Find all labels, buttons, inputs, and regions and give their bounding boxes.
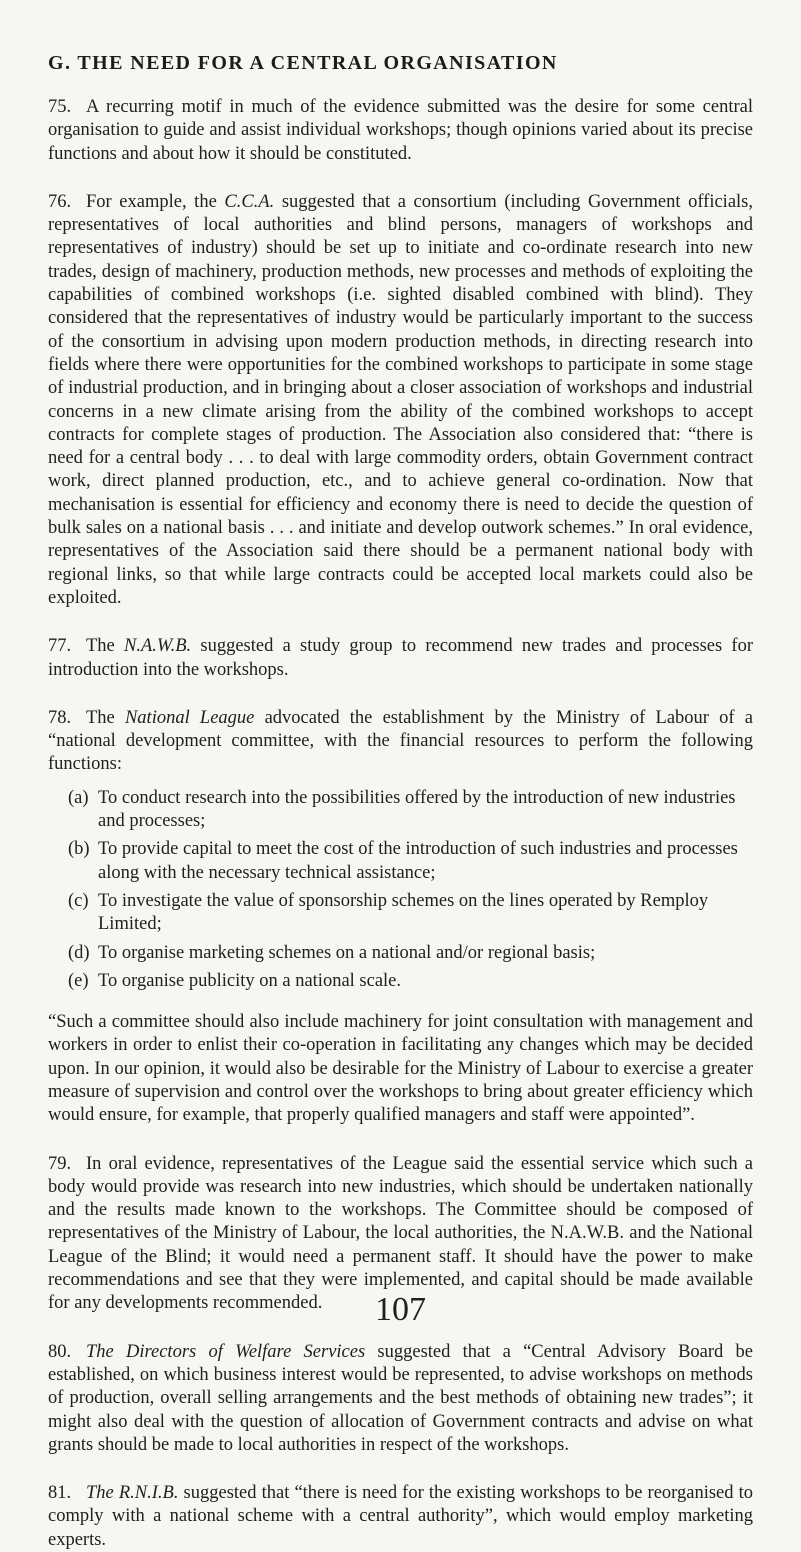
list-item-text: To organise publicity on a national scale. <box>98 970 402 991</box>
paragraph-81 <box>48 1482 753 1552</box>
committee-quote: “Such a committee should also include machinery for joint consultation with management and workers in order to enlist their co-operation in facilitating any changes which may be decided upon. In our opinion, it would also be desirable for the Ministry of Labour to exercise a greater measure of supervision and control over the workshops to bring about greater efficiency which would ensure, for example, that properly qualified managers and staff were appointed”. <box>48 1012 753 1126</box>
paragraph-number: 80. <box>48 1341 72 1362</box>
list-item-text: To organise marketing schemes on a national and/or regional basis; <box>98 942 596 963</box>
paragraph-lead: The <box>86 636 124 657</box>
list-item-text: To conduct research into the possibilities offered by the introduction of new industries and processes; <box>98 787 736 832</box>
list-item-text: To provide capital to meet the cost of the introduction of such industries and processes along with the necessary technical assistance; <box>98 839 738 883</box>
list-item-b <box>48 838 753 885</box>
functions-list <box>48 787 753 993</box>
paragraph-number: 78. <box>48 707 72 728</box>
paragraph-lead: The <box>86 707 125 728</box>
list-item-c <box>48 890 753 937</box>
paragraph-text: A recurring motif in much of the evidence submitted was the desire for some central organisation to guide and assist individual workshops; though opinions varied about its precise functions and about how it should be constituted. <box>48 97 753 164</box>
paragraph-subject: The R.N.I.B. <box>86 1483 179 1504</box>
paragraph-subject: The Directors of Welfare Services <box>86 1341 366 1362</box>
list-item-d <box>48 942 753 965</box>
paragraph-number: 81. <box>48 1483 72 1504</box>
paragraph-subject: National League <box>124 707 255 728</box>
paragraph-text: In oral evidence, representatives of the League said the essential service which such a body would provide was research into new industries, which should be undertaken nationally and the results made known to the workshops. The Committee should be composed of representatives of the Ministry of Labour, the local authorities, the N.A.W.B. and the National League of the Blind; it would need a permanent staff. It should have the power to make recommendations and see that they were implemented, and capital should be made available for any developments recommended. <box>48 1153 753 1314</box>
list-item-label: (e) <box>68 970 89 991</box>
list-item-label: (b) <box>68 839 90 860</box>
paragraph-text: suggested that a consortium (including Government officials, representatives of local authorities and blind persons, managers of workshops and representatives of industry) should be set up to initiate and co-ordinate research into new trades, design of machinery, production methods, new processes and methods of exploiting the capabilities of combined workshops (i.e. sighted disabled combined with blind). They considered that the representatives of industry would be particularly important to the success of the consortium in advising upon modern production methods, in directing research into fields where there were opportunities for the combined workshops to participate in some stage of industrial production, and in bringing about a closer association of workshops and industrial concerns in a new climate arising from the ability of the combined workshops to accept contracts for complete stages of production. The Association also considered that: “there is need for a central body . . . to deal with large commodity orders, obtain Government contract work, direct planned production, etc., and to achieve general co-ordination. Now that mechanisation is essential for efficiency and economy there is need to decide the question of bulk sales on a national basis . . . and initiate and develop outwork schemes.” In oral evidence, representatives of the Association said there should be a permanent national body with regional links, so that while large contracts could be accepted local markets could also be exploited. <box>48 191 754 608</box>
list-item-text: To investigate the value of sponsorship schemes on the lines operated by Remploy Limited; <box>98 890 709 935</box>
paragraph-text: suggested that “there is need for the existing workshops to be reorganised to comply with a national scheme with a central authority”, which would employ marketing experts. <box>48 1483 753 1550</box>
paragraph-75 <box>48 96 753 166</box>
paragraph-80 <box>48 1341 753 1457</box>
paragraph-subject: C.C.A. <box>224 191 275 212</box>
paragraph-number: 75. <box>48 97 72 117</box>
list-item-label: (a) <box>68 787 89 808</box>
list-item-e <box>48 970 753 993</box>
paragraph-78 <box>48 707 753 777</box>
paragraph-number: 79. <box>48 1153 72 1174</box>
list-item-label: (d) <box>68 942 90 963</box>
paragraph-number: 76. <box>48 191 72 212</box>
paragraph-lead: For example, the <box>86 191 225 212</box>
paragraph-text: advocated the establishment by the Ministry of Labour of a “national development committee, with the financial resources to perform the following functions: <box>48 707 753 775</box>
paragraph-text: suggested that a “Central Advisory Board be established, on which business interest would be represented, to advise workshops on methods of production, overall selling arrangements and the best methods of obtaining new trades”; it might also deal with the question of allocation of Government contracts and advise on what grants should be made to local authorities in respect of the workshops. <box>48 1341 753 1455</box>
paragraph-number: 77. <box>48 636 72 657</box>
list-item-a <box>48 787 753 834</box>
paragraph-77 <box>48 635 753 682</box>
list-item-label: (c) <box>68 890 89 911</box>
paragraph-text: suggested a study group to recommend new trades and processes for introduction into the workshops. <box>48 636 753 680</box>
paragraph-76 <box>48 191 753 610</box>
paragraph-subject: N.A.W.B. <box>124 636 192 657</box>
section-heading: G. THE NEED FOR A CENTRAL ORGANISATION <box>48 52 558 74</box>
page-number: 107 <box>375 1291 426 1328</box>
